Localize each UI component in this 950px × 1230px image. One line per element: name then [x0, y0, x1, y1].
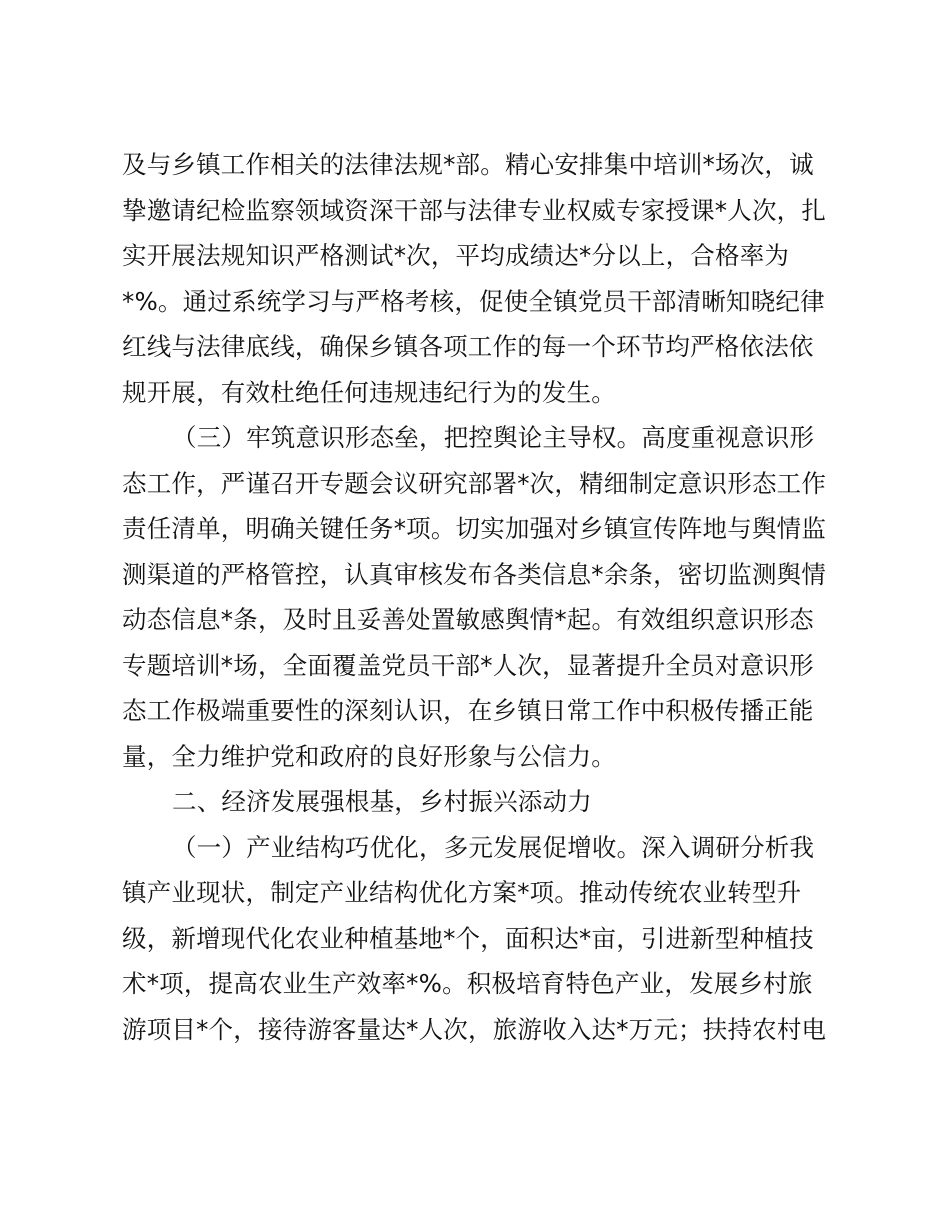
section-heading-line: （一）产业结构巧优化，多元发展促增收。深入调研分析我 — [172, 832, 815, 862]
chapter-heading: 二、经济发展强根基，乡村振兴添动力 — [172, 787, 592, 816]
paragraph-line: 挚邀请纪检监察领域资深干部与法律专业权威专家授课*人次，扎 — [122, 195, 827, 225]
paragraph-line: *%。通过系统学习与严格考核，促使全镇党员干部清晰知晓纪律 — [122, 286, 825, 316]
paragraph-line: 测渠道的严格管控，认真审核发布各类信息*余条，密切监测舆情 — [122, 559, 827, 589]
section-heading-line: （三）牢筑意识形态垒，把控舆论主导权。高度重视意识形 — [172, 423, 815, 452]
paragraph-line: 及与乡镇工作相关的法律法规*部。精心安排集中培训*场次，诚 — [122, 150, 814, 179]
paragraph-line: 游项目*个，接待游客量达*人次，旅游收入达*万元；扶持农村电 — [122, 1014, 827, 1044]
paragraph-line: 级，新增现代化农业种植基地*个，面积达*亩，引进新型种植技 — [122, 923, 814, 953]
paragraph-line: 态工作，严谨召开专题会议研究部署*次，精细制定意识形态工作 — [122, 468, 827, 498]
paragraph-line: 态工作极端重要性的深刻认识，在乡镇日常工作中积极传播正能 — [122, 696, 814, 725]
paragraph-line: 专题培训*场，全面覆盖党员干部*人次，显著提升全员对意识形 — [122, 650, 814, 680]
paragraph-line: 红线与法律底线，确保乡镇各项工作的每一个环节均严格依法依 — [122, 332, 814, 361]
paragraph-line: 规开展，有效杜绝任何违规违纪行为的发生。 — [122, 377, 616, 407]
paragraph-line: 动态信息*条，及时且妥善处置敏感舆情*起。有效组织意识形态 — [122, 605, 814, 634]
paragraph-line: 量，全力维护党和政府的良好形象与公信力。 — [122, 741, 616, 771]
document-body — [122, 142, 837, 1052]
paragraph-line: 实开展法规知识严格测试*次，平均成绩达*分以上，合格率为 — [122, 241, 790, 270]
paragraph-line: 责任清单，明确关键任务*项。切实加强对乡镇宣传阵地与舆情监 — [122, 514, 827, 543]
paragraph-line: 镇产业现状，制定产业结构优化方案*项。推动传统农业转型升 — [122, 878, 802, 907]
paragraph-line: 术*项，提高农业生产效率*%。积极培育特色产业，发展乡村旅 — [122, 969, 813, 998]
